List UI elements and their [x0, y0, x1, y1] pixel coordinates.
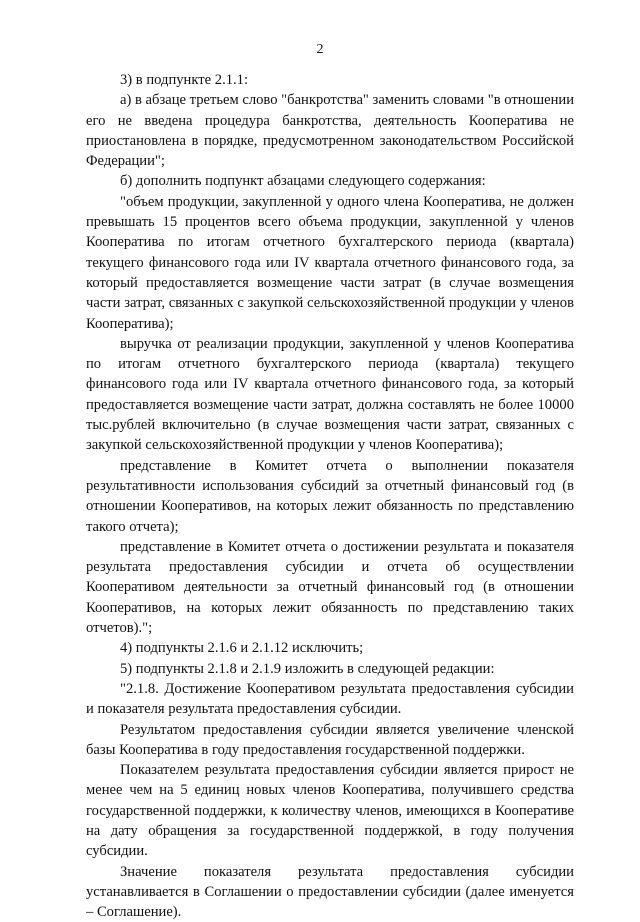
- paragraph-result-report: представление в Комитет отчета о достижении результата и показателя результата предоставления субсидии и отчета об осуществлении Кооперативом деятельности за отчетный финансовый год (в отношении Кооперативов, на которых лежит обязанность по представлению таких отчетов).";: [86, 538, 574, 637]
- paragraph-efficiency-report: представление в Комитет отчета о выполнении показателя результативности использования субсидий за отчетный финансовый год (в отношении Кооперативов, на которых лежит обязанность по представлению такого отчета);: [86, 457, 574, 535]
- paragraph-amendment-5: 5) подпункты 2.1.8 и 2.1.9 изложить в следующей редакции:: [120, 660, 495, 677]
- paragraph-indicator-definition: Показателем результата предоставления субсидии является прирост не менее чем на 5 единиц новых членов Кооператива, получившего средства государственной поддержки, к количеству членов, имеющихся в Кооперативе на дату обращения за государственной поддержкой, в году получения субсидии.: [86, 762, 574, 860]
- paragraph-amendment-3: 3) в подпункте 2.1.1:: [120, 72, 249, 88]
- paragraph-amendment-3b: б) дополнить подпункт абзацами следующего содержания:: [120, 173, 486, 190]
- paragraph-result-definition: Результатом предоставления субсидии является увеличение членской базы Кооператива в году предоставления государственной поддержки.: [86, 721, 574, 758]
- paragraph-revenue: выручка от реализации продукции, закупленной у членов Кооператива по итогам отчетного бухгалтерского периода (квартала) текущего финансового года или IV квартала отчетного финансового года, за который предоставляется возмещение части затрат, должна составлять не более 10000 тыс.рублей включительно (в случае возмещения части затрат, связанных с закупкой сельскохозяйственной продукции у членов Кооператива);: [86, 335, 574, 454]
- paragraph-amendment-4: 4) подпункты 2.1.6 и 2.1.12 исключить;: [120, 640, 364, 657]
- paragraph-production-volume: "объем продукции, закупленной у одного члена Кооператива, не должен превышать 15 процентов всего объема продукции, закупленной у членов Кооператива по итогам отчетного бухгалтерского периода (квартала) текущего финансового года или IV квартала отчетного финансового года, за который предоставляется возмещение части затрат (в случае возмещения части затрат, связанных с закупкой сельскохозяйственной продукции у членов Кооператива);: [86, 193, 574, 332]
- page-number: 2: [316, 42, 324, 57]
- paragraph-clause-2-1-8: "2.1.8. Достижение Кооперативом результата предоставления субсидии и показателя результата предоставления субсидии.: [86, 680, 574, 718]
- paragraph-indicator-value: Значение показателя результата предоставления субсидии устанавливается в Соглашении о предоставлении субсидии (далее именуется – Соглашение).: [86, 863, 574, 921]
- document-body: [86, 70, 574, 922]
- paragraph-amendment-3a: а) в абзаце третьем слово "банкротства" заменить словами "в отношении его не введена процедура банкротства, деятельность Кооператива не приостановлена в порядке, предусмотренном законодательством Российской Федерации";: [86, 92, 574, 170]
